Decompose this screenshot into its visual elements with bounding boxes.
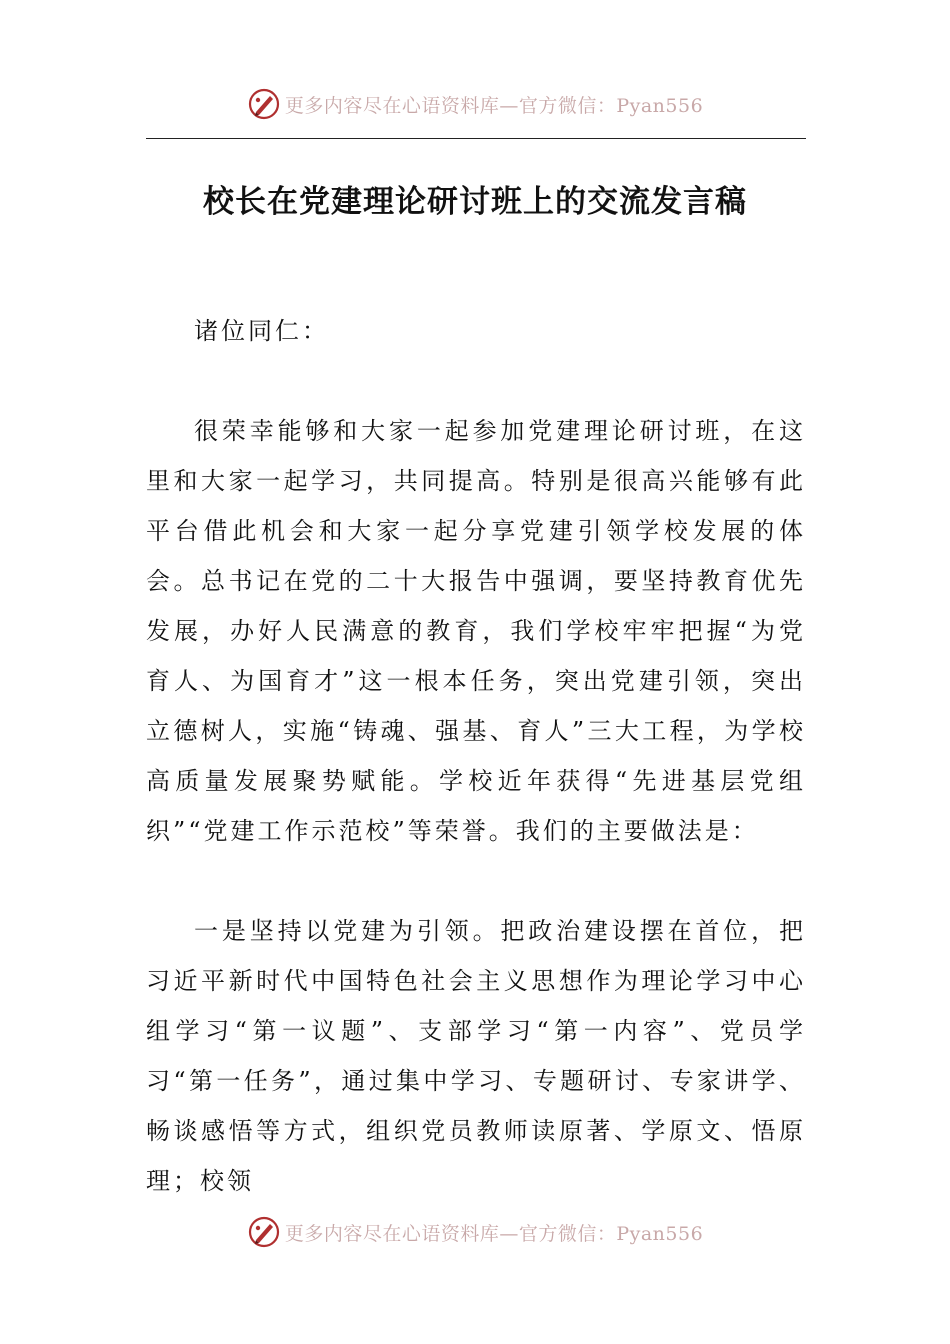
paragraph-spacer	[146, 856, 806, 906]
paragraph-point-one: 一是坚持以党建为引领。把政治建设摆在首位，把习近平新时代中国特色社会主义思想作为理论学习中心组学习“第一议题”、支部学习“第一内容”、党员学习“第一任务”，通过集中学习、专题研讨、专家讲学、畅谈感悟等方式，组织党员教师读原著、学原文、悟原理；校领	[146, 917, 806, 1195]
pen-seal-icon	[247, 87, 281, 121]
paragraph-spacer	[146, 356, 806, 406]
header-watermark-text: 更多内容尽在心语资料库—官方微信：Pyan556	[284, 94, 704, 117]
header-divider	[146, 138, 806, 139]
footer-watermark-banner	[0, 1212, 950, 1252]
greeting: 诸位同仁：	[194, 317, 329, 345]
document-body	[146, 306, 806, 1206]
document-title: 校长在党建理论研讨班上的交流发言稿	[203, 184, 747, 220]
paragraph-intro: 很荣幸能够和大家一起参加党建理论研讨班，在这里和大家一起学习，共同提高。特别是很高兴能够有此平台借此机会和大家一起分享党建引领学校发展的体会。总书记在党的二十大报告中强调，要坚持教育优先发展，办好人民满意的教育，我们学校牢牢把握“为党育人、为国育才”这一根本任务，突出党建引领，突出立德树人，实施“铸魂、强基、育人”三大工程，为学校高质量发展聚势赋能。学校近年获得“先进基层党组织”“党建工作示范校”等荣誉。我们的主要做法是：	[146, 417, 806, 845]
footer-watermark-text: 更多内容尽在心语资料库—官方微信：Pyan556	[284, 1222, 704, 1245]
header-watermark-banner	[0, 84, 950, 124]
pen-seal-icon	[247, 1215, 281, 1249]
